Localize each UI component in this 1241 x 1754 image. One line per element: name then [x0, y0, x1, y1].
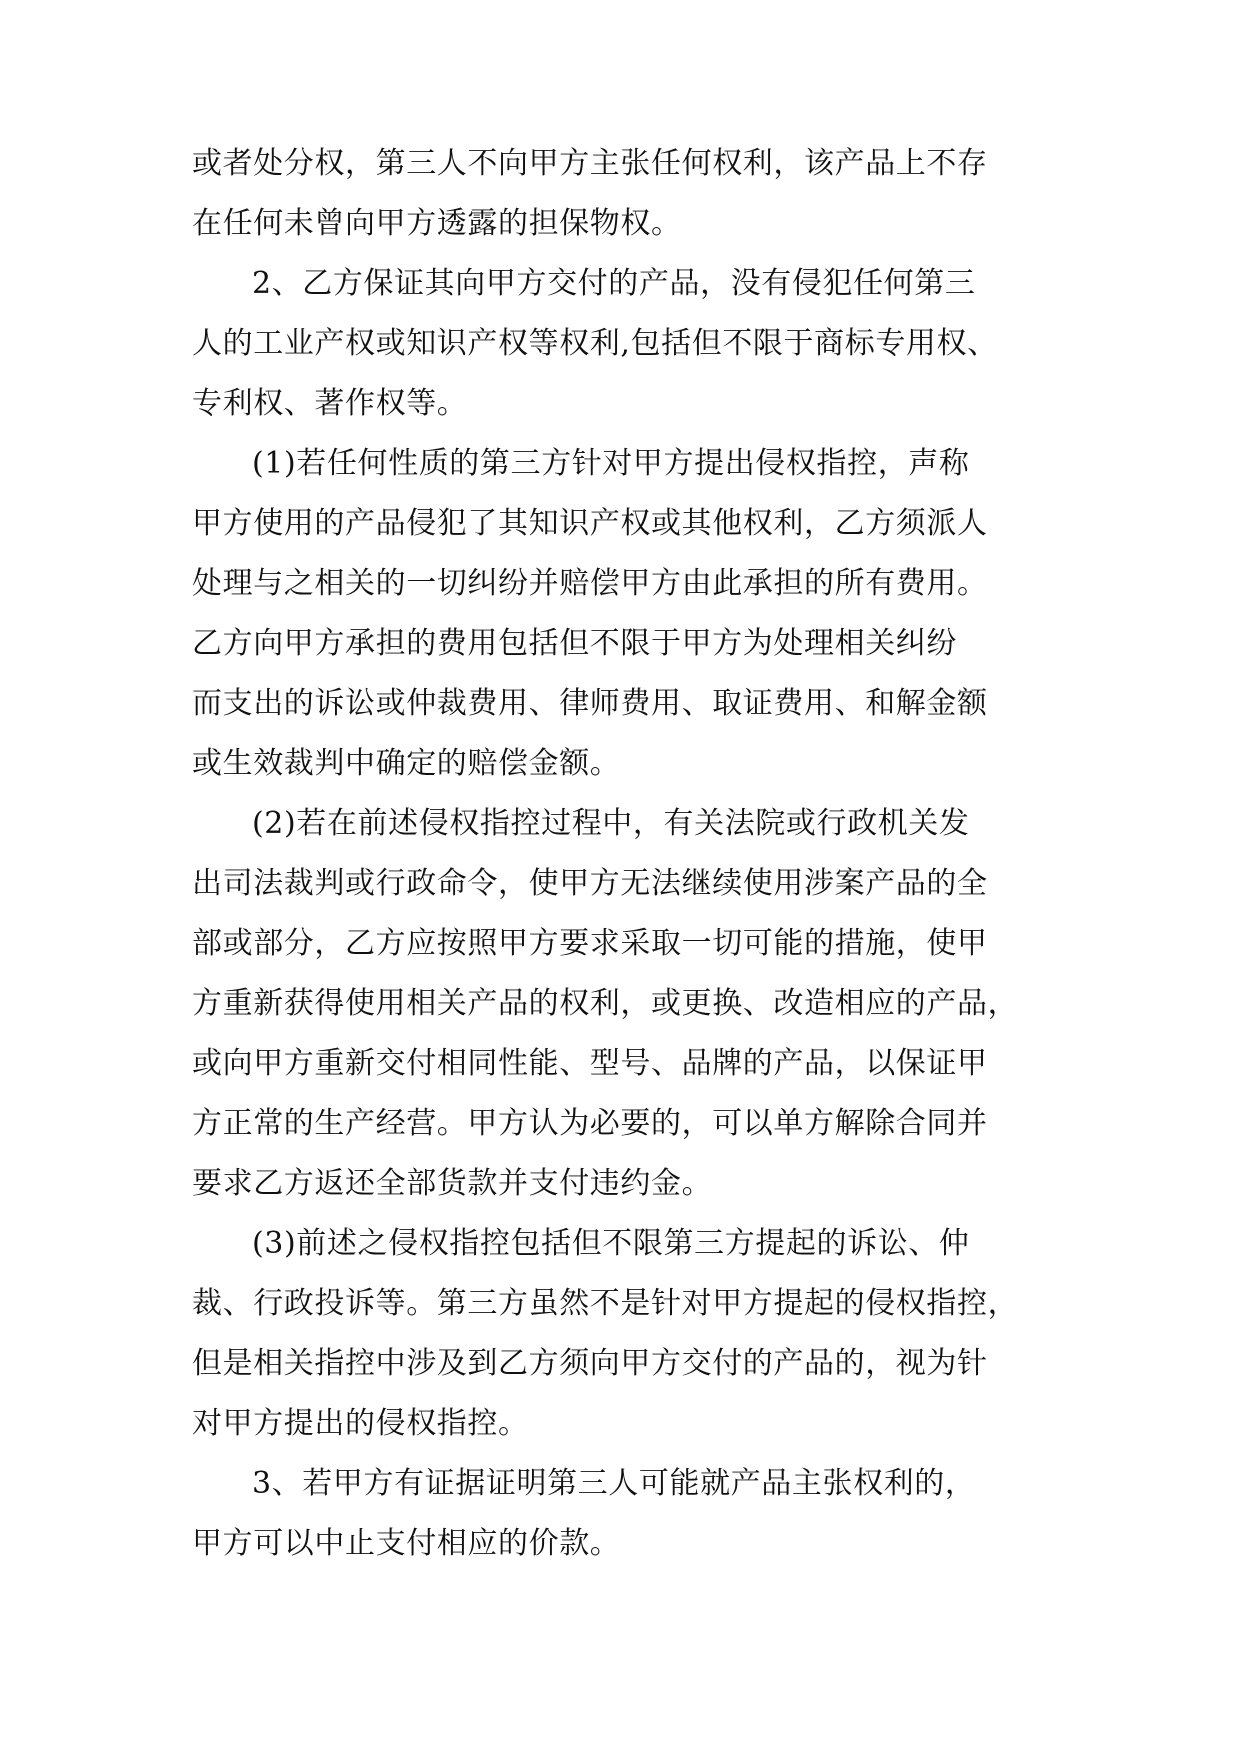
- text-line: 或向甲方重新交付相同性能、型号、品牌的产品，以保证甲: [192, 1046, 988, 1081]
- text-line: 出司法裁判或行政命令，使甲方无法继续使用涉案产品的全: [192, 866, 988, 901]
- text-line: 对甲方提出的侵权指控。: [192, 1406, 529, 1441]
- text-line: 人的工业产权或知识产权等权利,包括但不限于商标专用权、: [192, 326, 998, 361]
- text-line: (3)前述之侵权指控包括但不限第三方提起的诉讼、仲: [252, 1226, 970, 1261]
- text-line: (2)若在前述侵权指控过程中，有关法院或行政机关发: [252, 806, 970, 841]
- text-line: 甲方可以中止支付相应的价款。: [192, 1526, 621, 1561]
- text-line: 处理与之相关的一切纠纷并赔偿甲方由此承担的所有费用。: [192, 566, 988, 601]
- text-line: 甲方使用的产品侵犯了其知识产权或其他权利，乙方须派人: [192, 506, 988, 541]
- text-line: 专利权、著作权等。: [192, 386, 468, 421]
- text-line: 要求乙方返还全部货款并支付违约金。: [192, 1166, 713, 1201]
- text-line: 方正常的生产经营。甲方认为必要的，可以单方解除合同并: [192, 1106, 988, 1141]
- text-line: 方重新获得使用相关产品的权利，或更换、改造相应的产品，: [192, 986, 1019, 1021]
- text-line: 而支出的诉讼或仲裁费用、律师费用、取证费用、和解金额: [192, 686, 988, 721]
- text-line: 但是相关指控中涉及到乙方须向甲方交付的产品的，视为针: [192, 1346, 988, 1381]
- text-line: 裁、行政投诉等。第三方虽然不是针对甲方提起的侵权指控，: [192, 1286, 1019, 1321]
- text-line: 乙方向甲方承担的费用包括但不限于甲方为处理相关纠纷: [192, 626, 957, 661]
- text-line: 或生效裁判中确定的赔偿金额。: [192, 746, 621, 781]
- text-line: 或者处分权，第三人不向甲方主张任何权利，该产品上不存: [192, 146, 988, 181]
- text-line: (1)若任何性质的第三方针对甲方提出侵权指控，声称: [252, 446, 970, 481]
- text-line: 3、若甲方有证据证明第三人可能就产品主张权利的，: [252, 1466, 976, 1501]
- text-line: 2、乙方保证其向甲方交付的产品，没有侵犯任何第三: [252, 266, 976, 301]
- text-line: 部或部分，乙方应按照甲方要求采取一切可能的措施，使甲: [192, 926, 988, 961]
- text-line: 在任何未曾向甲方透露的担保物权。: [192, 206, 682, 241]
